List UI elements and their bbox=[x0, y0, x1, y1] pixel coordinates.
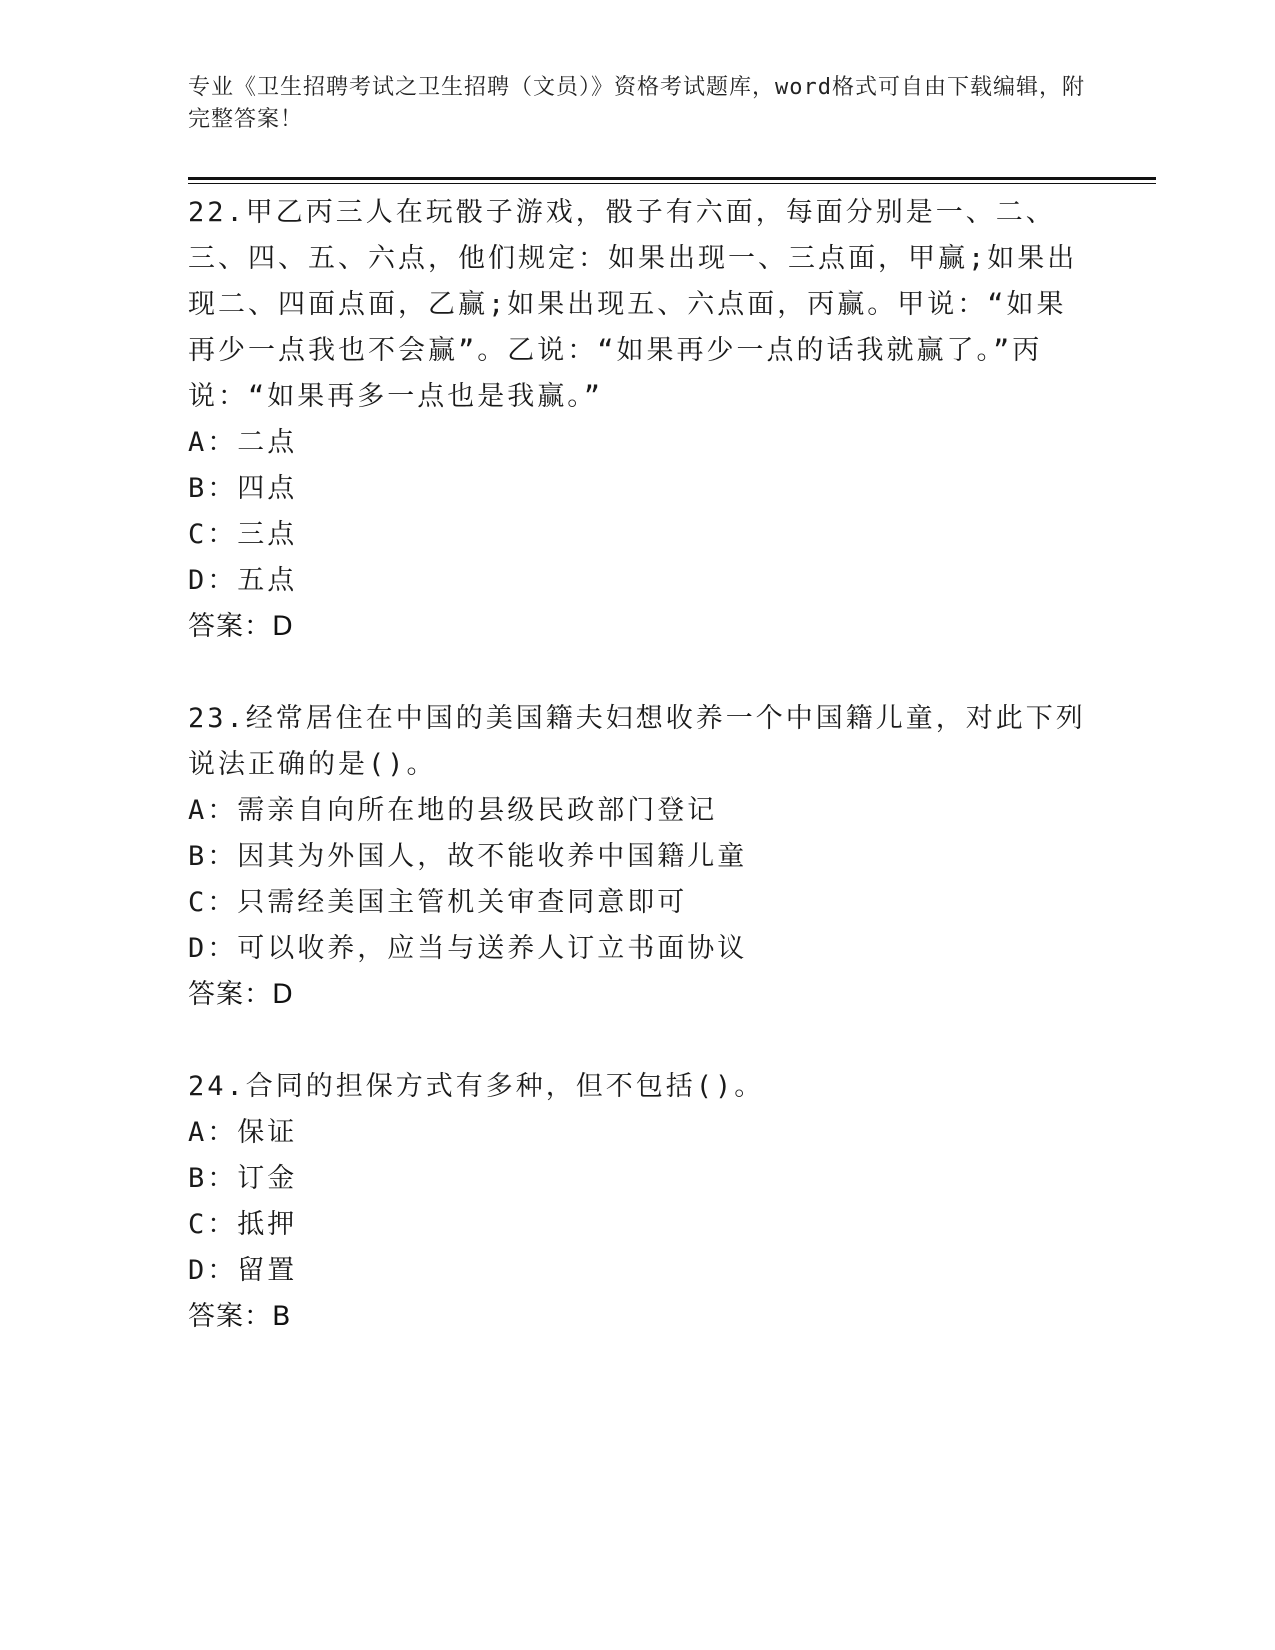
question-stem: 24.合同的担保方式有多种，但不包括()。 bbox=[188, 1071, 765, 1102]
option-a: A：保证 bbox=[188, 1117, 298, 1148]
option-c: C：三点 bbox=[188, 519, 298, 550]
question-24 bbox=[188, 1064, 1088, 1340]
question-spacer bbox=[188, 1018, 1088, 1064]
option-b: B：订金 bbox=[188, 1163, 298, 1194]
answer-line: 答案：D bbox=[188, 979, 294, 1010]
question-22 bbox=[188, 190, 1088, 650]
option-a: A：二点 bbox=[188, 427, 298, 458]
answer-line: 答案：D bbox=[188, 611, 294, 642]
document-header: 专业《卫生招聘考试之卫生招聘（文员）》资格考试题库，word格式可自由下载编辑，附完整答案！ bbox=[188, 75, 1085, 132]
question-stem: 23.经常居住在中国的美国籍夫妇想收养一个中国籍儿童，对此下列说法正确的是()。 bbox=[188, 703, 1086, 780]
option-a: A：需亲自向所在地的县级民政部门登记 bbox=[188, 795, 718, 826]
answer-line: 答案：B bbox=[188, 1301, 292, 1332]
option-d: D：五点 bbox=[188, 565, 298, 596]
option-d: D：可以收养，应当与送养人订立书面协议 bbox=[188, 933, 748, 964]
option-c: C：抵押 bbox=[188, 1209, 298, 1240]
option-c: C：只需经美国主管机关审查同意即可 bbox=[188, 887, 688, 918]
question-spacer bbox=[188, 650, 1088, 696]
question-list bbox=[188, 190, 1088, 1340]
option-b: B：因其为外国人，故不能收养中国籍儿童 bbox=[188, 841, 748, 872]
header-divider-thick bbox=[188, 177, 1156, 180]
question-stem: 22.甲乙丙三人在玩骰子游戏，骰子有六面，每面分别是一、二、三、四、五、六点，他们规定：如果出现一、三点面，甲赢;如果出现二、四面点面，乙赢;如果出现五、六点面，丙赢。甲说：“如果再少一点我也不会赢”。乙说：“如果再少一点的话我就赢了。”丙说：“如果再多一点也是我赢。” bbox=[188, 197, 1078, 412]
question-23 bbox=[188, 696, 1088, 1018]
option-b: B：四点 bbox=[188, 473, 298, 504]
option-d: D：留置 bbox=[188, 1255, 298, 1286]
header-divider-thin bbox=[188, 183, 1156, 184]
